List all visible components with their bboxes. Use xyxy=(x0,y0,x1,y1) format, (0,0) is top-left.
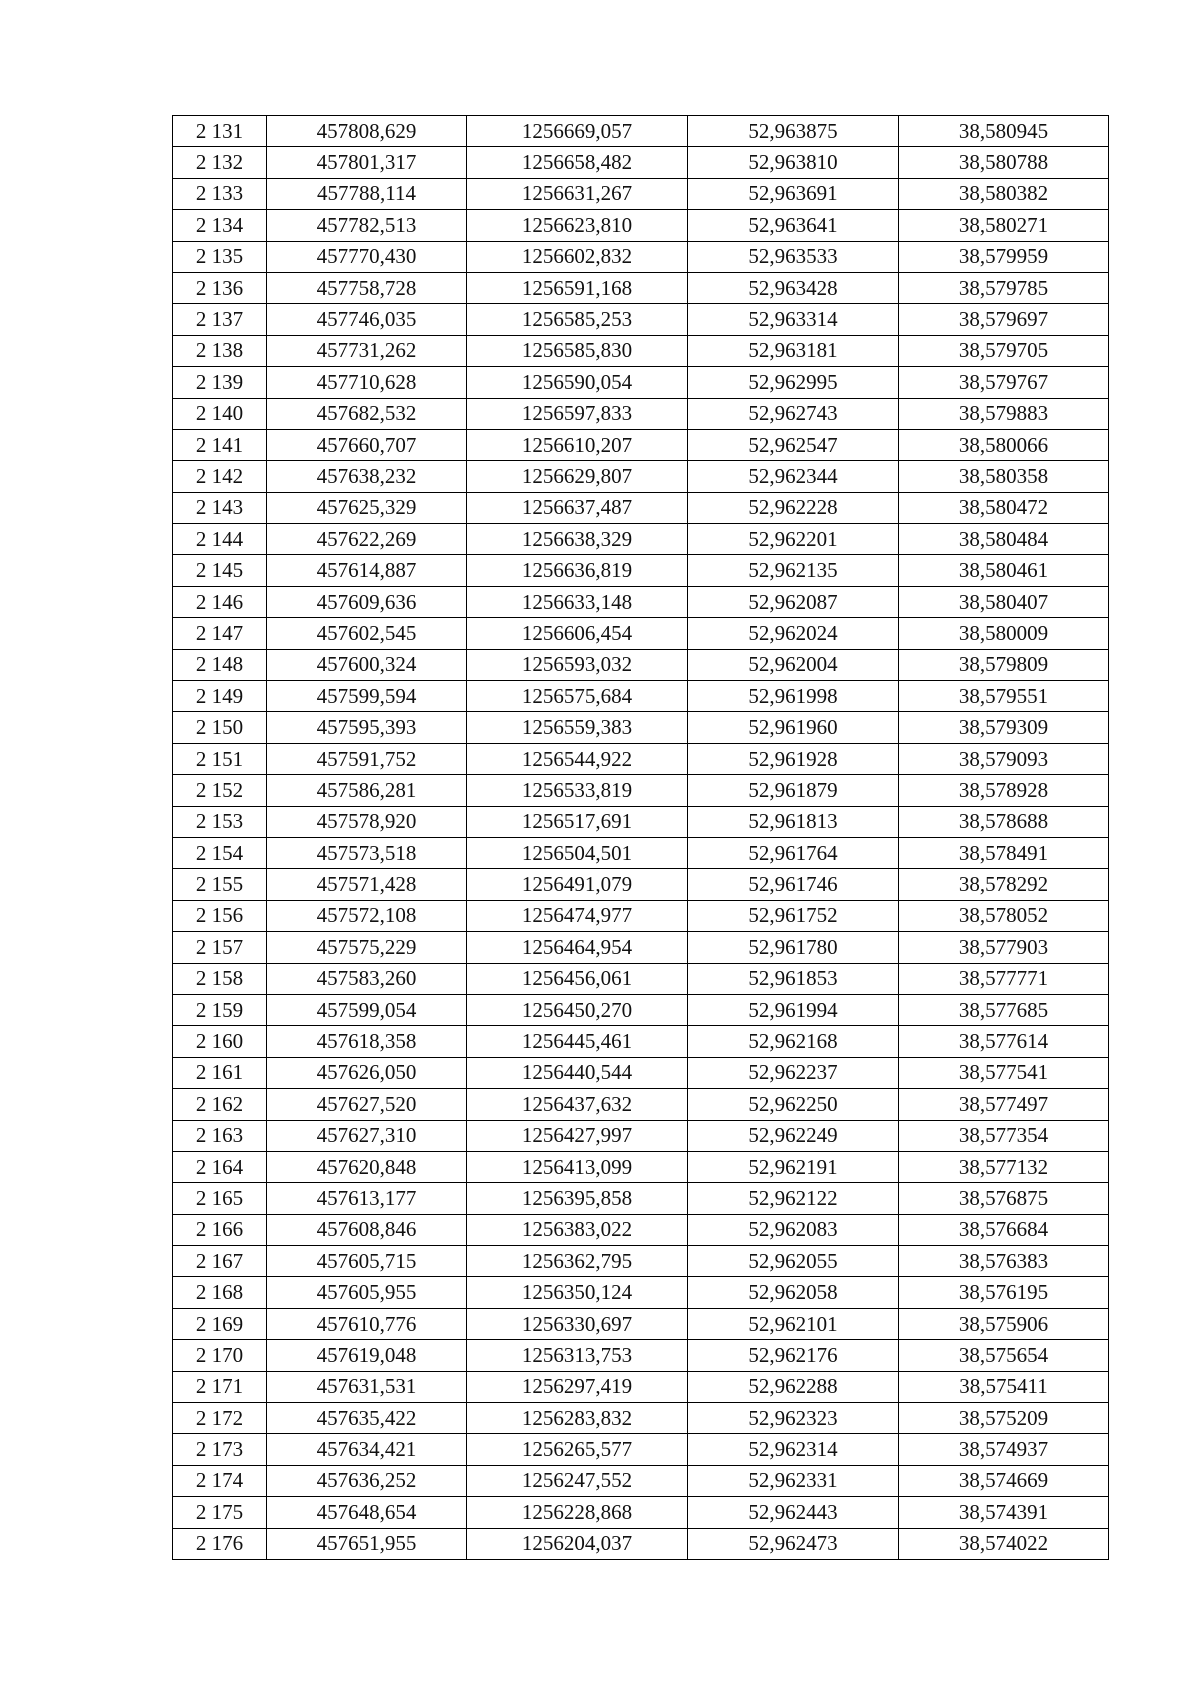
y-coordinate-cell: 1256413,099 xyxy=(467,1151,688,1182)
x-coordinate-cell: 457808,629 xyxy=(267,116,467,147)
latitude-cell: 52,963641 xyxy=(688,210,899,241)
latitude-cell: 52,961928 xyxy=(688,743,899,774)
y-coordinate-cell: 1256591,168 xyxy=(467,272,688,303)
table-row xyxy=(173,1246,1109,1277)
table-row xyxy=(173,806,1109,837)
y-coordinate-cell: 1256623,810 xyxy=(467,210,688,241)
latitude-cell: 52,962168 xyxy=(688,1026,899,1057)
table-row xyxy=(173,147,1109,178)
y-coordinate-cell: 1256350,124 xyxy=(467,1277,688,1308)
longitude-cell: 38,579809 xyxy=(899,649,1109,680)
table-row xyxy=(173,335,1109,366)
longitude-cell: 38,578052 xyxy=(899,900,1109,931)
table-row xyxy=(173,304,1109,335)
longitude-cell: 38,574937 xyxy=(899,1434,1109,1465)
y-coordinate-cell: 1256427,997 xyxy=(467,1120,688,1151)
point-number-cell: 2 172 xyxy=(173,1403,267,1434)
point-number-cell: 2 136 xyxy=(173,272,267,303)
y-coordinate-cell: 1256544,922 xyxy=(467,743,688,774)
y-coordinate-cell: 1256585,830 xyxy=(467,335,688,366)
table-row xyxy=(173,1120,1109,1151)
longitude-cell: 38,577132 xyxy=(899,1151,1109,1182)
table-row xyxy=(173,1371,1109,1402)
point-number-cell: 2 148 xyxy=(173,649,267,680)
longitude-cell: 38,574391 xyxy=(899,1497,1109,1528)
point-number-cell: 2 139 xyxy=(173,367,267,398)
point-number-cell: 2 151 xyxy=(173,743,267,774)
x-coordinate-cell: 457788,114 xyxy=(267,178,467,209)
x-coordinate-cell: 457622,269 xyxy=(267,524,467,555)
table-row xyxy=(173,712,1109,743)
longitude-cell: 38,579767 xyxy=(899,367,1109,398)
y-coordinate-cell: 1256395,858 xyxy=(467,1183,688,1214)
table-row xyxy=(173,837,1109,868)
point-number-cell: 2 164 xyxy=(173,1151,267,1182)
y-coordinate-cell: 1256297,419 xyxy=(467,1371,688,1402)
latitude-cell: 52,962995 xyxy=(688,367,899,398)
latitude-cell: 52,963533 xyxy=(688,241,899,272)
y-coordinate-cell: 1256247,552 xyxy=(467,1465,688,1496)
x-coordinate-cell: 457627,520 xyxy=(267,1089,467,1120)
latitude-cell: 52,962547 xyxy=(688,429,899,460)
table-row xyxy=(173,272,1109,303)
point-number-cell: 2 134 xyxy=(173,210,267,241)
longitude-cell: 38,580271 xyxy=(899,210,1109,241)
y-coordinate-cell: 1256610,207 xyxy=(467,429,688,460)
x-coordinate-cell: 457710,628 xyxy=(267,367,467,398)
point-number-cell: 2 170 xyxy=(173,1340,267,1371)
latitude-cell: 52,962250 xyxy=(688,1089,899,1120)
point-number-cell: 2 162 xyxy=(173,1089,267,1120)
longitude-cell: 38,577903 xyxy=(899,932,1109,963)
y-coordinate-cell: 1256491,079 xyxy=(467,869,688,900)
table-row xyxy=(173,116,1109,147)
x-coordinate-cell: 457600,324 xyxy=(267,649,467,680)
point-number-cell: 2 157 xyxy=(173,932,267,963)
x-coordinate-cell: 457631,531 xyxy=(267,1371,467,1402)
x-coordinate-cell: 457648,654 xyxy=(267,1497,467,1528)
y-coordinate-cell: 1256633,148 xyxy=(467,586,688,617)
table-row xyxy=(173,1497,1109,1528)
longitude-cell: 38,580945 xyxy=(899,116,1109,147)
point-number-cell: 2 147 xyxy=(173,618,267,649)
point-number-cell: 2 163 xyxy=(173,1120,267,1151)
point-number-cell: 2 167 xyxy=(173,1246,267,1277)
x-coordinate-cell: 457636,252 xyxy=(267,1465,467,1496)
y-coordinate-cell: 1256437,632 xyxy=(467,1089,688,1120)
latitude-cell: 52,961960 xyxy=(688,712,899,743)
table-row xyxy=(173,775,1109,806)
table-row xyxy=(173,241,1109,272)
x-coordinate-cell: 457660,707 xyxy=(267,429,467,460)
longitude-cell: 38,578688 xyxy=(899,806,1109,837)
table-row xyxy=(173,1026,1109,1057)
point-number-cell: 2 133 xyxy=(173,178,267,209)
y-coordinate-cell: 1256575,684 xyxy=(467,681,688,712)
latitude-cell: 52,962083 xyxy=(688,1214,899,1245)
table-row xyxy=(173,586,1109,617)
x-coordinate-cell: 457586,281 xyxy=(267,775,467,806)
x-coordinate-cell: 457682,532 xyxy=(267,398,467,429)
table-row xyxy=(173,743,1109,774)
y-coordinate-cell: 1256597,833 xyxy=(467,398,688,429)
y-coordinate-cell: 1256658,482 xyxy=(467,147,688,178)
table-row xyxy=(173,1151,1109,1182)
x-coordinate-cell: 457575,229 xyxy=(267,932,467,963)
longitude-cell: 38,575209 xyxy=(899,1403,1109,1434)
table-row xyxy=(173,1308,1109,1339)
latitude-cell: 52,961998 xyxy=(688,681,899,712)
y-coordinate-cell: 1256440,544 xyxy=(467,1057,688,1088)
table-row xyxy=(173,461,1109,492)
x-coordinate-cell: 457627,310 xyxy=(267,1120,467,1151)
table-row xyxy=(173,210,1109,241)
x-coordinate-cell: 457599,054 xyxy=(267,994,467,1025)
x-coordinate-cell: 457605,715 xyxy=(267,1246,467,1277)
latitude-cell: 52,961994 xyxy=(688,994,899,1025)
table-row xyxy=(173,932,1109,963)
x-coordinate-cell: 457635,422 xyxy=(267,1403,467,1434)
longitude-cell: 38,579705 xyxy=(899,335,1109,366)
table-row xyxy=(173,1528,1109,1559)
y-coordinate-cell: 1256283,832 xyxy=(467,1403,688,1434)
longitude-cell: 38,580484 xyxy=(899,524,1109,555)
table-row xyxy=(173,1214,1109,1245)
longitude-cell: 38,575411 xyxy=(899,1371,1109,1402)
y-coordinate-cell: 1256585,253 xyxy=(467,304,688,335)
y-coordinate-cell: 1256602,832 xyxy=(467,241,688,272)
latitude-cell: 52,961764 xyxy=(688,837,899,868)
longitude-cell: 38,576875 xyxy=(899,1183,1109,1214)
table-row xyxy=(173,649,1109,680)
coordinates-table xyxy=(172,115,1109,1560)
latitude-cell: 52,963181 xyxy=(688,335,899,366)
table-row xyxy=(173,1089,1109,1120)
x-coordinate-cell: 457638,232 xyxy=(267,461,467,492)
x-coordinate-cell: 457634,421 xyxy=(267,1434,467,1465)
latitude-cell: 52,961752 xyxy=(688,900,899,931)
point-number-cell: 2 140 xyxy=(173,398,267,429)
latitude-cell: 52,962443 xyxy=(688,1497,899,1528)
y-coordinate-cell: 1256450,270 xyxy=(467,994,688,1025)
x-coordinate-cell: 457619,048 xyxy=(267,1340,467,1371)
longitude-cell: 38,580461 xyxy=(899,555,1109,586)
longitude-cell: 38,579785 xyxy=(899,272,1109,303)
y-coordinate-cell: 1256456,061 xyxy=(467,963,688,994)
latitude-cell: 52,961879 xyxy=(688,775,899,806)
y-coordinate-cell: 1256228,868 xyxy=(467,1497,688,1528)
longitude-cell: 38,578928 xyxy=(899,775,1109,806)
y-coordinate-cell: 1256629,807 xyxy=(467,461,688,492)
x-coordinate-cell: 457626,050 xyxy=(267,1057,467,1088)
x-coordinate-cell: 457572,108 xyxy=(267,900,467,931)
point-number-cell: 2 171 xyxy=(173,1371,267,1402)
point-number-cell: 2 135 xyxy=(173,241,267,272)
x-coordinate-cell: 457571,428 xyxy=(267,869,467,900)
point-number-cell: 2 159 xyxy=(173,994,267,1025)
table-row xyxy=(173,429,1109,460)
latitude-cell: 52,961780 xyxy=(688,932,899,963)
y-coordinate-cell: 1256504,501 xyxy=(467,837,688,868)
latitude-cell: 52,962201 xyxy=(688,524,899,555)
point-number-cell: 2 156 xyxy=(173,900,267,931)
point-number-cell: 2 138 xyxy=(173,335,267,366)
x-coordinate-cell: 457782,513 xyxy=(267,210,467,241)
x-coordinate-cell: 457605,955 xyxy=(267,1277,467,1308)
x-coordinate-cell: 457758,728 xyxy=(267,272,467,303)
longitude-cell: 38,577497 xyxy=(899,1089,1109,1120)
y-coordinate-cell: 1256464,954 xyxy=(467,932,688,963)
longitude-cell: 38,580358 xyxy=(899,461,1109,492)
table-row xyxy=(173,1465,1109,1496)
table-row xyxy=(173,1403,1109,1434)
y-coordinate-cell: 1256637,487 xyxy=(467,492,688,523)
x-coordinate-cell: 457801,317 xyxy=(267,147,467,178)
y-coordinate-cell: 1256474,977 xyxy=(467,900,688,931)
latitude-cell: 52,962135 xyxy=(688,555,899,586)
latitude-cell: 52,962055 xyxy=(688,1246,899,1277)
latitude-cell: 52,962004 xyxy=(688,649,899,680)
longitude-cell: 38,578491 xyxy=(899,837,1109,868)
latitude-cell: 52,963691 xyxy=(688,178,899,209)
longitude-cell: 38,575654 xyxy=(899,1340,1109,1371)
point-number-cell: 2 137 xyxy=(173,304,267,335)
longitude-cell: 38,580788 xyxy=(899,147,1109,178)
point-number-cell: 2 155 xyxy=(173,869,267,900)
x-coordinate-cell: 457746,035 xyxy=(267,304,467,335)
point-number-cell: 2 131 xyxy=(173,116,267,147)
x-coordinate-cell: 457731,262 xyxy=(267,335,467,366)
table-row xyxy=(173,1183,1109,1214)
longitude-cell: 38,577685 xyxy=(899,994,1109,1025)
longitude-cell: 38,576195 xyxy=(899,1277,1109,1308)
x-coordinate-cell: 457620,848 xyxy=(267,1151,467,1182)
latitude-cell: 52,962087 xyxy=(688,586,899,617)
y-coordinate-cell: 1256265,577 xyxy=(467,1434,688,1465)
point-number-cell: 2 142 xyxy=(173,461,267,492)
longitude-cell: 38,574669 xyxy=(899,1465,1109,1496)
longitude-cell: 38,577354 xyxy=(899,1120,1109,1151)
x-coordinate-cell: 457609,636 xyxy=(267,586,467,617)
longitude-cell: 38,579551 xyxy=(899,681,1109,712)
point-number-cell: 2 145 xyxy=(173,555,267,586)
point-number-cell: 2 144 xyxy=(173,524,267,555)
point-number-cell: 2 150 xyxy=(173,712,267,743)
latitude-cell: 52,962314 xyxy=(688,1434,899,1465)
latitude-cell: 52,962058 xyxy=(688,1277,899,1308)
x-coordinate-cell: 457591,752 xyxy=(267,743,467,774)
longitude-cell: 38,579309 xyxy=(899,712,1109,743)
y-coordinate-cell: 1256636,819 xyxy=(467,555,688,586)
table-row xyxy=(173,963,1109,994)
point-number-cell: 2 132 xyxy=(173,147,267,178)
point-number-cell: 2 168 xyxy=(173,1277,267,1308)
longitude-cell: 38,579093 xyxy=(899,743,1109,774)
x-coordinate-cell: 457610,776 xyxy=(267,1308,467,1339)
longitude-cell: 38,576684 xyxy=(899,1214,1109,1245)
x-coordinate-cell: 457583,260 xyxy=(267,963,467,994)
table-row xyxy=(173,398,1109,429)
point-number-cell: 2 146 xyxy=(173,586,267,617)
point-number-cell: 2 165 xyxy=(173,1183,267,1214)
longitude-cell: 38,580472 xyxy=(899,492,1109,523)
y-coordinate-cell: 1256445,461 xyxy=(467,1026,688,1057)
longitude-cell: 38,577771 xyxy=(899,963,1109,994)
longitude-cell: 38,579697 xyxy=(899,304,1109,335)
y-coordinate-cell: 1256313,753 xyxy=(467,1340,688,1371)
point-number-cell: 2 166 xyxy=(173,1214,267,1245)
x-coordinate-cell: 457595,393 xyxy=(267,712,467,743)
x-coordinate-cell: 457573,518 xyxy=(267,837,467,868)
table-row xyxy=(173,1340,1109,1371)
y-coordinate-cell: 1256669,057 xyxy=(467,116,688,147)
latitude-cell: 52,963428 xyxy=(688,272,899,303)
x-coordinate-cell: 457618,358 xyxy=(267,1026,467,1057)
longitude-cell: 38,577614 xyxy=(899,1026,1109,1057)
table-row xyxy=(173,1277,1109,1308)
point-number-cell: 2 176 xyxy=(173,1528,267,1559)
latitude-cell: 52,962473 xyxy=(688,1528,899,1559)
point-number-cell: 2 161 xyxy=(173,1057,267,1088)
table-row xyxy=(173,178,1109,209)
longitude-cell: 38,574022 xyxy=(899,1528,1109,1559)
latitude-cell: 52,962323 xyxy=(688,1403,899,1434)
latitude-cell: 52,962288 xyxy=(688,1371,899,1402)
table-row xyxy=(173,618,1109,649)
longitude-cell: 38,578292 xyxy=(899,869,1109,900)
longitude-cell: 38,575906 xyxy=(899,1308,1109,1339)
latitude-cell: 52,962331 xyxy=(688,1465,899,1496)
longitude-cell: 38,580407 xyxy=(899,586,1109,617)
y-coordinate-cell: 1256533,819 xyxy=(467,775,688,806)
point-number-cell: 2 173 xyxy=(173,1434,267,1465)
table-row xyxy=(173,367,1109,398)
x-coordinate-cell: 457578,920 xyxy=(267,806,467,837)
latitude-cell: 52,962101 xyxy=(688,1308,899,1339)
y-coordinate-cell: 1256590,054 xyxy=(467,367,688,398)
latitude-cell: 52,963875 xyxy=(688,116,899,147)
point-number-cell: 2 149 xyxy=(173,681,267,712)
table-row xyxy=(173,1434,1109,1465)
point-number-cell: 2 174 xyxy=(173,1465,267,1496)
table-row xyxy=(173,900,1109,931)
y-coordinate-cell: 1256517,691 xyxy=(467,806,688,837)
point-number-cell: 2 169 xyxy=(173,1308,267,1339)
latitude-cell: 52,962743 xyxy=(688,398,899,429)
x-coordinate-cell: 457651,955 xyxy=(267,1528,467,1559)
y-coordinate-cell: 1256631,267 xyxy=(467,178,688,209)
point-number-cell: 2 154 xyxy=(173,837,267,868)
x-coordinate-cell: 457625,329 xyxy=(267,492,467,523)
x-coordinate-cell: 457608,846 xyxy=(267,1214,467,1245)
x-coordinate-cell: 457613,177 xyxy=(267,1183,467,1214)
y-coordinate-cell: 1256593,032 xyxy=(467,649,688,680)
latitude-cell: 52,961853 xyxy=(688,963,899,994)
latitude-cell: 52,963810 xyxy=(688,147,899,178)
x-coordinate-cell: 457614,887 xyxy=(267,555,467,586)
table-row xyxy=(173,994,1109,1025)
longitude-cell: 38,580009 xyxy=(899,618,1109,649)
coordinates-table-body xyxy=(173,116,1109,1560)
point-number-cell: 2 158 xyxy=(173,963,267,994)
y-coordinate-cell: 1256383,022 xyxy=(467,1214,688,1245)
point-number-cell: 2 141 xyxy=(173,429,267,460)
longitude-cell: 38,580066 xyxy=(899,429,1109,460)
table-row xyxy=(173,1057,1109,1088)
longitude-cell: 38,577541 xyxy=(899,1057,1109,1088)
point-number-cell: 2 160 xyxy=(173,1026,267,1057)
longitude-cell: 38,580382 xyxy=(899,178,1109,209)
longitude-cell: 38,576383 xyxy=(899,1246,1109,1277)
y-coordinate-cell: 1256606,454 xyxy=(467,618,688,649)
table-row xyxy=(173,524,1109,555)
table-row xyxy=(173,555,1109,586)
point-number-cell: 2 152 xyxy=(173,775,267,806)
point-number-cell: 2 153 xyxy=(173,806,267,837)
latitude-cell: 52,962237 xyxy=(688,1057,899,1088)
latitude-cell: 52,962249 xyxy=(688,1120,899,1151)
latitude-cell: 52,962344 xyxy=(688,461,899,492)
latitude-cell: 52,962228 xyxy=(688,492,899,523)
latitude-cell: 52,962024 xyxy=(688,618,899,649)
y-coordinate-cell: 1256362,795 xyxy=(467,1246,688,1277)
x-coordinate-cell: 457599,594 xyxy=(267,681,467,712)
y-coordinate-cell: 1256638,329 xyxy=(467,524,688,555)
latitude-cell: 52,962176 xyxy=(688,1340,899,1371)
x-coordinate-cell: 457602,545 xyxy=(267,618,467,649)
y-coordinate-cell: 1256330,697 xyxy=(467,1308,688,1339)
table-row xyxy=(173,492,1109,523)
y-coordinate-cell: 1256559,383 xyxy=(467,712,688,743)
table-row xyxy=(173,681,1109,712)
table-row xyxy=(173,869,1109,900)
latitude-cell: 52,961813 xyxy=(688,806,899,837)
latitude-cell: 52,963314 xyxy=(688,304,899,335)
longitude-cell: 38,579959 xyxy=(899,241,1109,272)
x-coordinate-cell: 457770,430 xyxy=(267,241,467,272)
y-coordinate-cell: 1256204,037 xyxy=(467,1528,688,1559)
latitude-cell: 52,962191 xyxy=(688,1151,899,1182)
latitude-cell: 52,961746 xyxy=(688,869,899,900)
longitude-cell: 38,579883 xyxy=(899,398,1109,429)
latitude-cell: 52,962122 xyxy=(688,1183,899,1214)
point-number-cell: 2 175 xyxy=(173,1497,267,1528)
point-number-cell: 2 143 xyxy=(173,492,267,523)
